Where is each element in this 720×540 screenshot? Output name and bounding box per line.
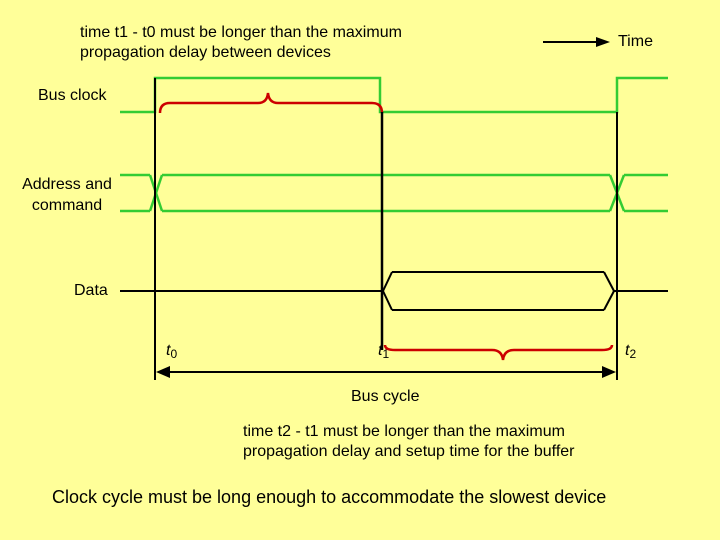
t1-marker-sub: 1: [382, 347, 390, 361]
bottom-note-line2: propagation delay and setup time for the buffer: [243, 443, 575, 460]
top-note-line1: time t1 - t0 must be longer than the maximum: [80, 24, 402, 41]
cycle-brace: [385, 345, 612, 360]
time-label: Time: [618, 33, 653, 50]
t0-marker-sub: 0: [170, 347, 178, 361]
t2-marker-sub: 2: [629, 347, 637, 361]
t0-marker-base: t: [166, 342, 171, 359]
clock-brace: [160, 93, 382, 113]
address-label: [14, 174, 120, 216]
bottom-note-line1: time t2 - t1 must be longer than the maximum: [243, 423, 565, 440]
address-waveform: [120, 175, 668, 211]
t2-marker: [625, 340, 636, 365]
bus-clock-waveform: [120, 78, 668, 112]
t1-marker: [378, 340, 389, 365]
top-note-line2: propagation delay between devices: [80, 44, 331, 61]
address-label-line2: command: [31, 197, 103, 214]
t0-marker: [166, 340, 177, 365]
address-label-line1: Address and: [22, 176, 112, 193]
bus-cycle-label: Bus cycle: [351, 388, 420, 405]
footer-caption: Clock cycle must be long enough to accommodate the slowest device: [52, 487, 607, 507]
t2-marker-base: t: [625, 342, 630, 359]
data-label: Data: [74, 282, 108, 299]
data-waveform: [120, 272, 668, 310]
time-arrow: [543, 37, 610, 47]
bus-clock-label: Bus clock: [38, 87, 107, 104]
bus-cycle-arrow: [156, 366, 616, 378]
t1-marker-base: t: [378, 342, 383, 359]
